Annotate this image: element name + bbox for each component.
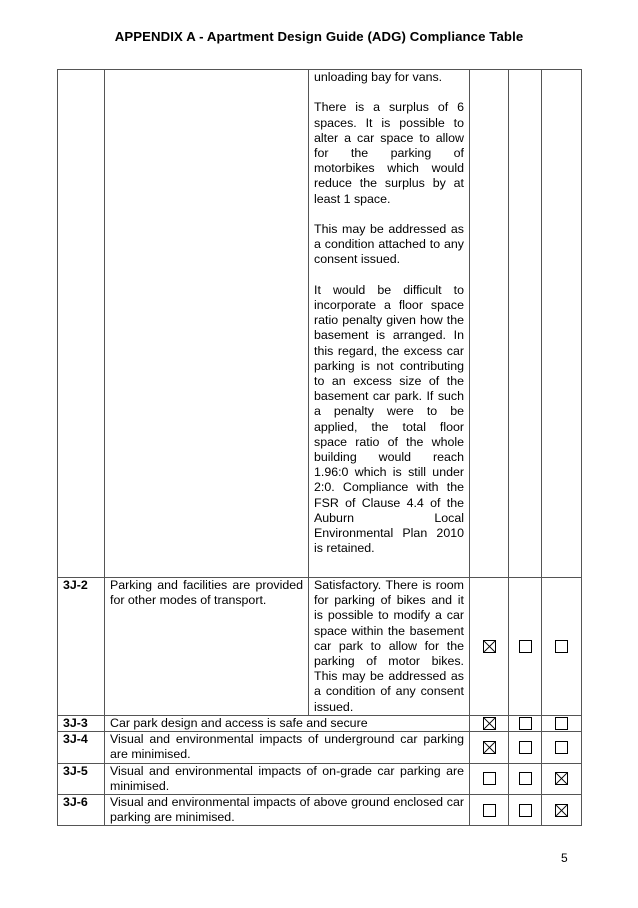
checkbox[interactable] [519, 717, 532, 730]
checkbox[interactable] [483, 772, 496, 785]
check-cell-not-complies [509, 578, 542, 716]
table-row [58, 795, 582, 826]
row-desc-cell: Car park design and access is safe and secure [105, 716, 470, 732]
check-cell-complies [470, 732, 509, 763]
checkbox[interactable] [519, 741, 532, 754]
checkbox[interactable] [519, 640, 532, 653]
checkbox[interactable] [555, 741, 568, 754]
checked-checkbox[interactable] [555, 772, 568, 785]
table-row [58, 763, 582, 794]
row-comment-cell: Satisfactory. There is room for parking of bikes and it is possible to modify a car space within the basement car park to allow for the parking of motor bikes. This may be addressed as a condition of any consent issued. [309, 578, 470, 716]
checked-checkbox[interactable] [555, 804, 568, 817]
table-row-continuation [58, 70, 582, 578]
row-desc-cell [105, 70, 309, 578]
check-cell-complies [470, 716, 509, 732]
checkbox[interactable] [555, 717, 568, 730]
check-cell-not-complies [509, 716, 542, 732]
row-desc-cell: Visual and environmental impacts of underground car parking are minimised. [105, 732, 470, 763]
check-cell-complies [470, 763, 509, 794]
checkbox[interactable] [519, 772, 532, 785]
row-id-cell: 3J-5 [58, 763, 105, 794]
check-cell-complies [470, 795, 509, 826]
check-cell-not-applicable [542, 732, 582, 763]
checkbox[interactable] [519, 804, 532, 817]
page-title: APPENDIX A - Apartment Design Guide (ADG) Compliance Table [114, 29, 524, 44]
row-id-cell: 3J-3 [58, 716, 105, 732]
checked-checkbox[interactable] [483, 640, 496, 653]
table-row [58, 732, 582, 763]
checked-checkbox[interactable] [483, 741, 496, 754]
check-cell-not-applicable [542, 763, 582, 794]
checked-checkbox[interactable] [483, 717, 496, 730]
row-id-cell: 3J-6 [58, 795, 105, 826]
compliance-table [57, 69, 582, 826]
checkbox[interactable] [555, 640, 568, 653]
comment-paragraph: There is a surplus of 6 spaces. It is possible to alter a car space to allow for the parking of motorbikes which would reduce the surplus by at least 1 space. [314, 100, 464, 206]
row-desc-cell: Visual and environmental impacts of above ground enclosed car parking are minimised. [105, 795, 470, 826]
table-row [58, 716, 582, 732]
check-cell-complies [470, 578, 509, 716]
comment-paragraph: This may be addressed as a condition attached to any consent issued. [314, 222, 464, 267]
comment-paragraph: It would be difficult to incorporate a floor space ratio penalty given how the basement is arranged. In this regard, the excess car parking is not contributing to an excess size of the basement car park. If such a penalty were to be applied, the total floor space ratio of the whole building would reach 1.96:0 which is still under 2:0. Compliance with the FSR of Clause 4.4 of the Auburn Local Environmental Plan 2010 is retained. [314, 282, 464, 556]
check-cell-not-complies [509, 732, 542, 763]
check-cell-not-applicable [542, 795, 582, 826]
row-desc-cell: Parking and facilities are provided for other modes of transport. [105, 578, 309, 716]
check-cell-not-applicable [542, 578, 582, 716]
row-id-cell: 3J-2 [58, 578, 105, 716]
row-id-cell [58, 70, 105, 578]
row-id-cell: 3J-4 [58, 732, 105, 763]
table-row [58, 578, 582, 716]
check-cell-not-complies [509, 763, 542, 794]
check-cell-not-applicable [542, 70, 582, 578]
checkbox[interactable] [483, 804, 496, 817]
check-cell-not-applicable [542, 716, 582, 732]
check-cell-not-complies [509, 70, 542, 578]
check-cell-complies [470, 70, 509, 578]
comment-paragraph: unloading bay for vans. [314, 70, 443, 84]
check-cell-not-complies [509, 795, 542, 826]
page-number: 5 [561, 851, 568, 865]
row-comment-cell [309, 70, 470, 578]
row-desc-cell: Visual and environmental impacts of on-grade car parking are minimised. [105, 763, 470, 794]
